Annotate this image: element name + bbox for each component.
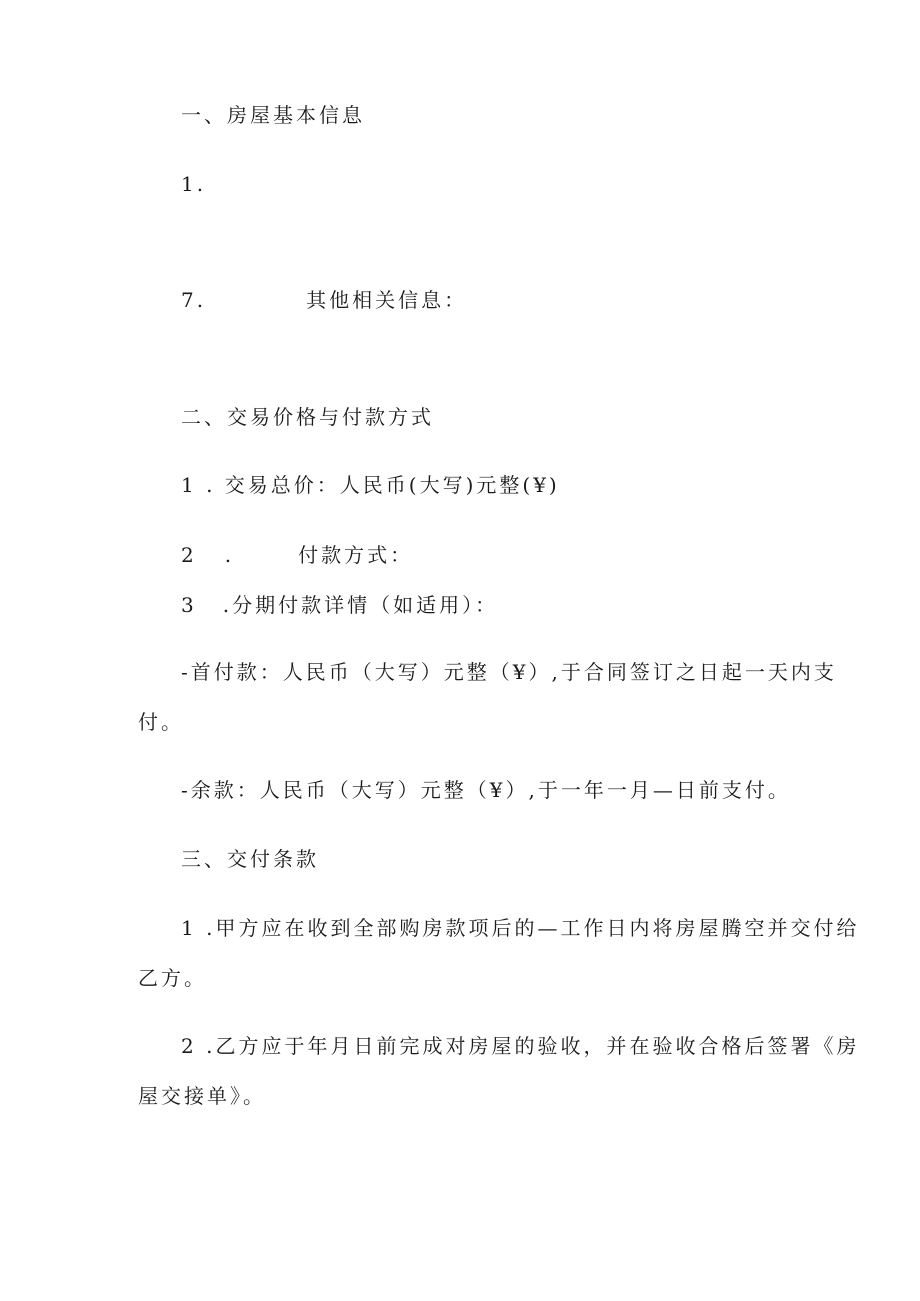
section-3-item-1-line-1: 1 .甲方应在收到全部购房款项后的—工作日内将房屋腾空并交付给 — [181, 916, 860, 940]
down-payment-line-2: 付。 — [138, 710, 184, 734]
section-3-item-2-line-1: 2 .乙方应于年月日前完成对房屋的验收，并在验收合格后签署《房 — [181, 1034, 860, 1058]
section-2-heading: 二、交易价格与付款方式 — [181, 405, 434, 429]
item-7-text: 其他相关信息： — [306, 288, 468, 312]
section-3-item-2-line-2: 屋交接单》。 — [138, 1084, 266, 1108]
section-2-item-3 — [181, 591, 498, 619]
item-3-number: 3 — [181, 593, 197, 617]
balance-payment-line: -余款：人民币（大写）元整（¥）,于一年一月—日前支付。 — [181, 778, 791, 802]
section-1-item-1: 1. — [181, 172, 207, 196]
down-payment-line-1: -首付款：人民币（大写）元整（¥）,于合同签订之日起一天内支 — [181, 660, 837, 684]
item-3-text: .分期付款详情（如适用）： — [222, 593, 499, 617]
item-2-dot: . — [224, 543, 235, 567]
section-1-item-7 — [181, 286, 467, 314]
section-3-item-1-line-2: 乙方。 — [138, 966, 207, 990]
section-1-heading: 一、房屋基本信息 — [181, 103, 365, 127]
item-7-number: 7. — [181, 288, 207, 312]
section-3-heading: 三、交付条款 — [181, 847, 319, 871]
item-2-number: 2 — [181, 543, 197, 567]
section-2-item-2 — [181, 541, 413, 569]
item-2-text: 付款方式： — [298, 543, 414, 567]
section-2-item-1: 1 . 交易总价：人民币(大写)元整(¥) — [181, 473, 560, 497]
